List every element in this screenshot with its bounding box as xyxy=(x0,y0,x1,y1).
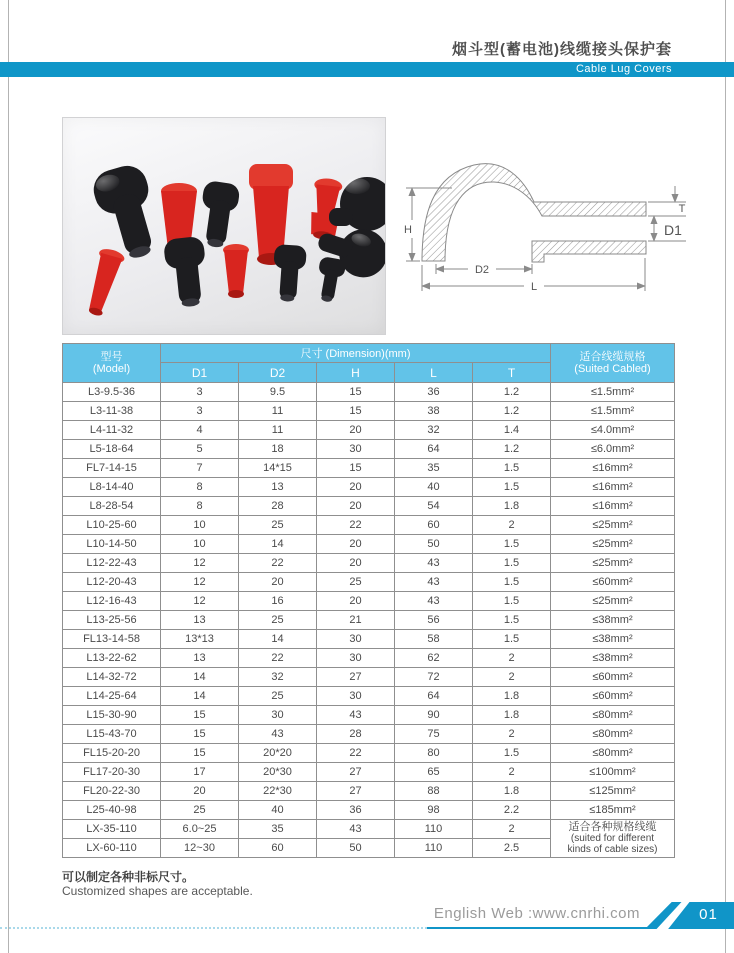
value-cell: 35 xyxy=(395,459,473,478)
footer-dotted-line xyxy=(0,927,427,929)
model-header-en: (Model) xyxy=(92,363,131,375)
table-row xyxy=(63,516,675,535)
value-cell: 3 xyxy=(161,383,239,402)
cable-lug-covers-image xyxy=(63,118,385,334)
value-cell: 1.2 xyxy=(473,402,551,421)
value-cell: 64 xyxy=(395,440,473,459)
value-cell: 54 xyxy=(395,497,473,516)
value-cell: 38 xyxy=(395,402,473,421)
value-cell: 2 xyxy=(473,725,551,744)
value-cell: 1.5 xyxy=(473,459,551,478)
value-cell: 15 xyxy=(161,744,239,763)
suited-cell: ≤38mm² xyxy=(551,649,675,668)
value-cell: 43 xyxy=(317,706,395,725)
suited-cell: ≤1.5mm² xyxy=(551,383,675,402)
dimension-diagram xyxy=(392,146,692,304)
value-cell: 43 xyxy=(239,725,317,744)
value-cell: 17 xyxy=(161,763,239,782)
value-cell: 4 xyxy=(161,421,239,440)
value-cell: 1.5 xyxy=(473,478,551,497)
model-cell: FL13-14-58 xyxy=(63,630,161,649)
table-row xyxy=(63,459,675,478)
model-cell: L12-16-43 xyxy=(63,592,161,611)
value-cell: 20 xyxy=(317,421,395,440)
suited-merged-line: (suited for different xyxy=(570,833,655,844)
model-cell: L14-32-72 xyxy=(63,668,161,687)
page-number-badge xyxy=(645,902,734,929)
table-row xyxy=(63,535,675,554)
value-cell: 2 xyxy=(473,668,551,687)
table-row xyxy=(63,820,675,839)
value-cell: 90 xyxy=(395,706,473,725)
model-cell: L12-22-43 xyxy=(63,554,161,573)
value-cell: 1.8 xyxy=(473,687,551,706)
table-row xyxy=(63,649,675,668)
suited-cell: ≤38mm² xyxy=(551,630,675,649)
suited-cell: ≤25mm² xyxy=(551,516,675,535)
suited-header-cn: 适合线缆规格 xyxy=(579,351,646,363)
value-cell: 13 xyxy=(161,611,239,630)
col-header-l: L xyxy=(395,363,473,383)
value-cell: 28 xyxy=(317,725,395,744)
col-header-d2: D2 xyxy=(239,363,317,383)
value-cell: 13 xyxy=(161,649,239,668)
value-cell: 80 xyxy=(395,744,473,763)
suited-cell: ≤6.0mm² xyxy=(551,440,675,459)
value-cell: 62 xyxy=(395,649,473,668)
value-cell: 43 xyxy=(395,554,473,573)
note-en: Customized shapes are acceptable. xyxy=(62,884,253,898)
l-dim-label: L xyxy=(530,281,538,293)
value-cell: 1.5 xyxy=(473,592,551,611)
model-cell: L25-40-98 xyxy=(63,801,161,820)
value-cell: 1.5 xyxy=(473,744,551,763)
suited-cell: ≤125mm² xyxy=(551,782,675,801)
value-cell: 22 xyxy=(239,649,317,668)
table-row xyxy=(63,402,675,421)
value-cell: 1.8 xyxy=(473,782,551,801)
value-cell: 27 xyxy=(317,782,395,801)
value-cell: 2 xyxy=(473,820,551,839)
lower-wall-section xyxy=(532,241,646,262)
value-cell: 1.5 xyxy=(473,554,551,573)
value-cell: 14 xyxy=(161,668,239,687)
value-cell: 21 xyxy=(317,611,395,630)
product-photo xyxy=(62,117,386,335)
value-cell: 15 xyxy=(161,706,239,725)
table-row xyxy=(63,744,675,763)
model-cell: L12-20-43 xyxy=(63,573,161,592)
value-cell: 12 xyxy=(161,592,239,611)
value-cell: 50 xyxy=(395,535,473,554)
value-cell: 9.5 xyxy=(239,383,317,402)
suited-cell: ≤4.0mm² xyxy=(551,421,675,440)
value-cell: 40 xyxy=(395,478,473,497)
value-cell: 6.0~25 xyxy=(161,820,239,839)
value-cell: 72 xyxy=(395,668,473,687)
value-cell: 22 xyxy=(317,516,395,535)
value-cell: 56 xyxy=(395,611,473,630)
suited-cell: ≤16mm² xyxy=(551,459,675,478)
value-cell: 8 xyxy=(161,497,239,516)
footer-website: English Web :www.cnrhi.com xyxy=(433,905,640,922)
value-cell: 20*20 xyxy=(239,744,317,763)
suited-cell: ≤185mm² xyxy=(551,801,675,820)
model-cell: LX-35-110 xyxy=(63,820,161,839)
table-row xyxy=(63,668,675,687)
value-cell: 27 xyxy=(317,763,395,782)
value-cell: 2 xyxy=(473,649,551,668)
value-cell: 36 xyxy=(395,383,473,402)
value-cell: 15 xyxy=(161,725,239,744)
value-cell: 2.2 xyxy=(473,801,551,820)
model-cell: LX-60-110 xyxy=(63,839,161,858)
model-cell: L15-43-70 xyxy=(63,725,161,744)
value-cell: 98 xyxy=(395,801,473,820)
value-cell: 20 xyxy=(317,554,395,573)
table-row xyxy=(63,383,675,402)
value-cell: 15 xyxy=(317,402,395,421)
value-cell: 11 xyxy=(239,402,317,421)
suited-header-en: (Suited Cabled) xyxy=(574,363,651,375)
value-cell: 75 xyxy=(395,725,473,744)
black-elbow-cover-large xyxy=(89,161,166,264)
note-cn: 可以制定各种非标尺寸。 xyxy=(62,870,195,884)
header-bar xyxy=(0,62,734,77)
model-cell: L10-25-60 xyxy=(63,516,161,535)
value-cell: 15 xyxy=(317,459,395,478)
value-cell: 18 xyxy=(239,440,317,459)
table-row xyxy=(63,687,675,706)
table-row xyxy=(63,421,675,440)
black-elbow-cover-tiny xyxy=(313,256,346,304)
value-cell: 36 xyxy=(317,801,395,820)
footer-solid-line xyxy=(427,927,648,929)
value-cell: 30 xyxy=(317,440,395,459)
value-cell: 65 xyxy=(395,763,473,782)
table-row xyxy=(63,725,675,744)
suited-cell: ≤60mm² xyxy=(551,573,675,592)
value-cell: 32 xyxy=(395,421,473,440)
col-header-h: H xyxy=(317,363,395,383)
model-cell: FL7-14-15 xyxy=(63,459,161,478)
value-cell: 12~30 xyxy=(161,839,239,858)
suited-merged-line: 适合各种规格线缆 xyxy=(568,821,657,833)
value-cell: 13*13 xyxy=(161,630,239,649)
value-cell: 1.2 xyxy=(473,440,551,459)
col-header-d1: D1 xyxy=(161,363,239,383)
value-cell: 30 xyxy=(317,630,395,649)
model-cell: L8-28-54 xyxy=(63,497,161,516)
suited-cell: ≤38mm² xyxy=(551,611,675,630)
cross-section-drawing xyxy=(392,146,692,304)
value-cell: 25 xyxy=(317,573,395,592)
model-cell: L8-14-40 xyxy=(63,478,161,497)
value-cell: 1.5 xyxy=(473,630,551,649)
value-cell: 14 xyxy=(239,630,317,649)
page-title: 烟斗型(蓄电池)线缆接头保护套 xyxy=(452,41,672,58)
table-row xyxy=(63,592,675,611)
suited-cell: ≤60mm² xyxy=(551,668,675,687)
suited-cell: ≤16mm² xyxy=(551,478,675,497)
model-header-cn: 型号 xyxy=(100,351,123,363)
value-cell: 35 xyxy=(239,820,317,839)
value-cell: 25 xyxy=(239,611,317,630)
value-cell: 1.8 xyxy=(473,706,551,725)
value-cell: 27 xyxy=(317,668,395,687)
model-cell: FL15-20-20 xyxy=(63,744,161,763)
model-cell: L10-14-50 xyxy=(63,535,161,554)
d2-dim-label: D2 xyxy=(474,264,490,276)
red-cover-small xyxy=(223,244,249,298)
suited-cell: ≤1.5mm² xyxy=(551,402,675,421)
value-cell: 22 xyxy=(239,554,317,573)
value-cell: 11 xyxy=(239,421,317,440)
value-cell: 15 xyxy=(317,383,395,402)
value-cell: 20*30 xyxy=(239,763,317,782)
value-cell: 10 xyxy=(161,535,239,554)
value-cell: 60 xyxy=(395,516,473,535)
table-row xyxy=(63,573,675,592)
model-cell: L15-30-90 xyxy=(63,706,161,725)
dimension-group-header: 尺寸 (Dimension)(mm) xyxy=(161,344,551,363)
value-cell: 32 xyxy=(239,668,317,687)
suited-cell: ≤80mm² xyxy=(551,725,675,744)
table-row xyxy=(63,763,675,782)
spec-table-body xyxy=(63,383,675,858)
value-cell: 22 xyxy=(317,744,395,763)
spec-table-wrap xyxy=(62,343,675,858)
suited-column-header xyxy=(551,344,675,383)
value-cell: 110 xyxy=(395,820,473,839)
value-cell: 1.2 xyxy=(473,383,551,402)
t-dim-label: T xyxy=(678,203,686,215)
suited-cell: ≤80mm² xyxy=(551,744,675,763)
suited-cell: ≤60mm² xyxy=(551,687,675,706)
black-elbow-cover-small xyxy=(196,180,241,249)
value-cell: 2 xyxy=(473,763,551,782)
value-cell: 22*30 xyxy=(239,782,317,801)
model-cell: L3-9.5-36 xyxy=(63,383,161,402)
notes xyxy=(62,870,253,899)
suited-cell: ≤16mm² xyxy=(551,497,675,516)
model-cell: L13-22-62 xyxy=(63,649,161,668)
model-cell: L4-11-32 xyxy=(63,421,161,440)
model-cell: FL17-20-30 xyxy=(63,763,161,782)
left-margin-line xyxy=(8,0,9,953)
value-cell: 20 xyxy=(317,497,395,516)
value-cell: 20 xyxy=(161,782,239,801)
value-cell: 1.5 xyxy=(473,611,551,630)
value-cell: 20 xyxy=(317,478,395,497)
value-cell: 2 xyxy=(473,516,551,535)
table-row xyxy=(63,801,675,820)
red-angled-cover xyxy=(82,247,126,319)
model-cell: L5-18-64 xyxy=(63,440,161,459)
suited-cell: ≤25mm² xyxy=(551,592,675,611)
black-elbow-cover-mini xyxy=(271,244,307,303)
model-cell: L14-25-64 xyxy=(63,687,161,706)
model-cell: FL20-22-30 xyxy=(63,782,161,801)
table-row xyxy=(63,782,675,801)
value-cell: 10 xyxy=(161,516,239,535)
value-cell: 88 xyxy=(395,782,473,801)
model-cell: L3-11-38 xyxy=(63,402,161,421)
value-cell: 50 xyxy=(317,839,395,858)
suited-merged-cell xyxy=(551,820,675,858)
table-row xyxy=(63,611,675,630)
table-row xyxy=(63,497,675,516)
value-cell: 1.5 xyxy=(473,535,551,554)
value-cell: 14*15 xyxy=(239,459,317,478)
value-cell: 12 xyxy=(161,554,239,573)
right-margin-line xyxy=(725,0,726,953)
value-cell: 25 xyxy=(239,687,317,706)
suited-cell: ≤25mm² xyxy=(551,535,675,554)
value-cell: 20 xyxy=(317,592,395,611)
table-row xyxy=(63,554,675,573)
value-cell: 43 xyxy=(317,820,395,839)
value-cell: 1.5 xyxy=(473,573,551,592)
value-cell: 14 xyxy=(161,687,239,706)
value-cell: 13 xyxy=(239,478,317,497)
value-cell: 30 xyxy=(317,649,395,668)
table-row xyxy=(63,478,675,497)
value-cell: 43 xyxy=(395,573,473,592)
value-cell: 3 xyxy=(161,402,239,421)
col-header-t: T xyxy=(473,363,551,383)
value-cell: 28 xyxy=(239,497,317,516)
value-cell: 16 xyxy=(239,592,317,611)
value-cell: 14 xyxy=(239,535,317,554)
value-cell: 8 xyxy=(161,478,239,497)
value-cell: 43 xyxy=(395,592,473,611)
suited-cell: ≤25mm² xyxy=(551,554,675,573)
value-cell: 30 xyxy=(317,687,395,706)
value-cell: 12 xyxy=(161,573,239,592)
value-cell: 5 xyxy=(161,440,239,459)
value-cell: 20 xyxy=(239,573,317,592)
value-cell: 7 xyxy=(161,459,239,478)
h-dim-label: H xyxy=(404,224,412,236)
model-column-header xyxy=(63,344,161,383)
model-cell: L13-25-56 xyxy=(63,611,161,630)
value-cell: 30 xyxy=(239,706,317,725)
spec-table xyxy=(62,343,675,858)
value-cell: 25 xyxy=(239,516,317,535)
table-row xyxy=(63,630,675,649)
suited-cell: ≤100mm² xyxy=(551,763,675,782)
black-elbow-cover-flanged xyxy=(163,236,210,309)
page-subtitle: Cable Lug Covers xyxy=(575,63,672,75)
value-cell: 20 xyxy=(317,535,395,554)
value-cell: 40 xyxy=(239,801,317,820)
suited-cell: ≤80mm² xyxy=(551,706,675,725)
value-cell: 110 xyxy=(395,839,473,858)
value-cell: 60 xyxy=(239,839,317,858)
page-number: 01 xyxy=(699,906,718,923)
value-cell: 2.5 xyxy=(473,839,551,858)
value-cell: 58 xyxy=(395,630,473,649)
table-row xyxy=(63,440,675,459)
value-cell: 1.8 xyxy=(473,497,551,516)
value-cell: 64 xyxy=(395,687,473,706)
suited-merged-line: kinds of cable sizes) xyxy=(567,844,658,855)
value-cell: 1.4 xyxy=(473,421,551,440)
table-row xyxy=(63,706,675,725)
d1-dim-label: D1 xyxy=(664,222,682,238)
header-row-1 xyxy=(63,344,675,363)
value-cell: 25 xyxy=(161,801,239,820)
